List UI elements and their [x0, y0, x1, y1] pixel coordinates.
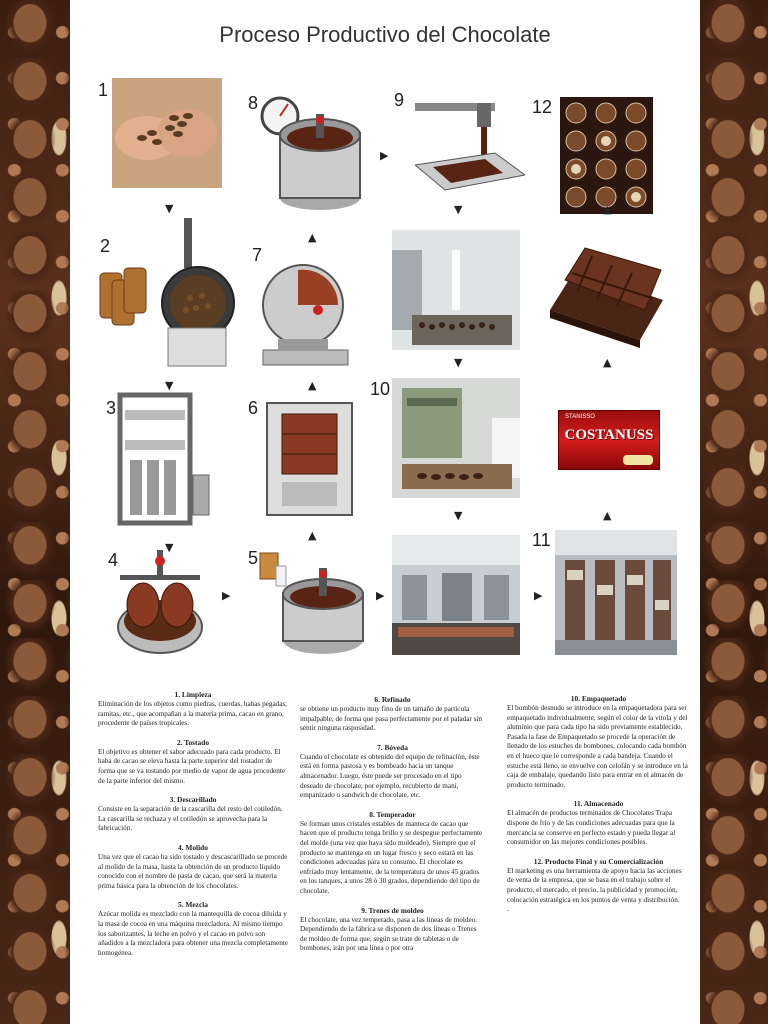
step-number-9: 9: [394, 90, 405, 110]
step-text-4: Una vez que el cacao ha sido tostado y descascarillado se procede al molido de la masa, hasta la obtención de un producto líquido conocido con el nombre de pasta de cacao, que será la materia prima básica para la obtención de los chocolates.: [98, 852, 288, 890]
refiner-machine-image: [262, 398, 357, 523]
arrow-down-9-photo: ▼: [454, 203, 463, 216]
step-title-7: 7. Bóveda: [377, 742, 408, 752]
step-title-8: 8. Temperador: [369, 809, 416, 819]
step-number-6: 6: [248, 398, 259, 418]
chocolate-bar-image: [545, 240, 665, 350]
arrow-up-wrapper-bar: ▲: [603, 356, 612, 369]
step-number-3: 3: [106, 398, 117, 418]
step-title-6: 6. Refinado: [374, 695, 411, 704]
arrow-down-photo-10: ▼: [454, 356, 463, 369]
bonbon-box-image: [560, 97, 653, 214]
arrow-right-8-9: ▶: [380, 149, 389, 162]
arrow-right-photo-11: ▶: [534, 589, 543, 602]
wrapper-nuts-graphic: [623, 455, 653, 465]
wrapper-brand-label: COSTANUSS: [564, 427, 654, 443]
step-number-2: 2: [100, 236, 111, 256]
arrow-up-5-6: ▲: [308, 529, 317, 542]
step-text-6: se obtiene un producto muy fino de un tamaño de partícula impalpable, de forma que pasa perfectamente por el paladar sin sentir ninguna rasposidad.: [300, 705, 483, 733]
step-title-2: 2. Tostado: [176, 737, 210, 747]
arrow-up-7-8: ▲: [308, 231, 317, 244]
arrow-down-1-2: ▼: [165, 202, 174, 215]
arrow-down-3-4: ▼: [165, 541, 174, 554]
step-text-9: El chocolate, una vez temperado, pasa a las líneas de moldeo. Dependiendo de la fábrica se disponen de dos líneas o Trenes de moldeo de forma que, según se trate de tabletas o de bombones, irán por una línea o por otra: [300, 915, 478, 953]
grinding-mill-image: [115, 545, 205, 657]
step-text-12: El marketing es una herramienta de apoyo hacia las acciones de venta de la empresa, que se basa en el trabajo sobre el producto, el mercado, el precio, la publicidad y promoción, colocación estratégica en los puntos de venta y distribución.: [507, 866, 682, 904]
text-column-3: [507, 694, 690, 924]
cacao-beans-hands-image: [112, 78, 222, 188]
arrow-right-4-5: ▶: [222, 589, 231, 602]
step-number-10: 10: [370, 379, 391, 399]
step-text-7: Cuando el chocolate es obtenido del equipo de refinación, éste está en forma pastosa y es bombeado hacia un tanque almacenador. Luego, éste puede ser procesado en el tipo deseado de chocolate, por ejemplo, recubierto de maní, empanizado o sandwich de chocolate, etc.: [300, 752, 480, 800]
step-number-1: 1: [98, 80, 109, 100]
mixer-machine-image: [258, 548, 368, 658]
step-title-11: 11. Almacenado: [573, 799, 624, 809]
text-column-1: [98, 690, 288, 967]
arrow-up-11-wrapper: ▲: [603, 509, 612, 522]
arrow-down-2-3: ▼: [165, 379, 174, 392]
step-number-11: 11: [532, 530, 551, 550]
step-title-10: 10. Empaquetado: [570, 694, 627, 703]
text-column-2: [300, 695, 485, 963]
step-title-3: 3. Descarillado: [169, 795, 217, 805]
step-text-2: El objetivo es obtener el sabor adecuado para cada producto. El haba de cacao se eleva hasta la parte superior del tostador de forma que se va tostando por medio de vapor de agua procedente de la parte inferior del mismo.: [98, 747, 286, 785]
step-text-3: Consiste en la separación de la cascarilla del resto del cotiledón. La cascarilla se rechaza y el cotiledón se aprovecha para la fabricación.: [98, 805, 283, 833]
step-number-7: 7: [252, 245, 263, 265]
page-title: Proceso Productivo del Chocolate: [219, 22, 551, 47]
factory-hall-photo: [392, 535, 520, 655]
arrow-up-6-7: ▲: [308, 379, 317, 392]
step-title-4: 4. Molido: [178, 842, 208, 852]
step-text-11: El almacén de productos terminados de Chocolates Trapa dispone de frío y de las condiciones adecuadas para que la mercancía se conserve en perfecto estado y pueda llegar al consumidor en las mejores condiciones posibles.: [507, 809, 676, 847]
roaster-machine-image: [98, 218, 238, 368]
trailing-mark: .: [507, 905, 509, 914]
costanuss-wrapper-image: [558, 410, 660, 470]
molding-factory-photo: [392, 230, 520, 350]
step-number-12: 12: [532, 97, 553, 117]
step-number-8: 8: [248, 93, 259, 113]
molding-line-image: [415, 95, 525, 200]
temperer-machine-image: [260, 88, 370, 213]
step-text-10: El bombón desnudo se introduce en la empaquetadora para ser empaquetado individualmente, según el color de la vitola y del aluminio que para cada tipo ha sido previamente establecido. Pasada la fase de Empaquetado se procede la operación de llenado de los estuches de bombones, colocando cada bombón en el hueco que le corresponde a cada bandeja. Cuando el estuche está lleno, se envuelve con celofán y se introduce en la caja de embalaje, quedando listo para entrar en el almacén de producto terminado.: [507, 704, 688, 789]
chocolate-border-left: [0, 0, 70, 1024]
step-title-12: 12. Producto Final y su Comercialización: [533, 856, 664, 866]
step-title-1: 1. Limpieza: [174, 690, 212, 699]
step-title-5: 5. Mezcla: [178, 900, 208, 910]
arrow-down-10-photo: ▼: [454, 509, 463, 522]
step-title-9: 9. Trenes de moldeo: [361, 905, 424, 915]
step-text-5: Azúcar molida es mezclado con la mantequilla de cocoa diluida y la masa de cocoa en una máquina mezcladora. Al mismo tiempo los saborizantes, la leche en polvo y el cacao en polvo son añadidos a la mezcladora para obtener una mezcla completamente homogénea.: [98, 910, 288, 957]
step-text-8: Se forman unos cristales estables de manteca de cacao que hacen que el producto tenga brillo y se despegue perfectamente del molde (una vez que haya sido moldeado). Siempre que el producto se mantenga en un lugar fresco y seco estará en las condiciones adecuadas para su consumo. El chocolate es enfriado muy lentamente, de la temperatura de unos 45 grados en los tanques, a unos 28 ó 30 grados, dependiendo del tipo de chocolate.: [300, 819, 483, 895]
chocolate-border-right: [698, 0, 768, 1024]
packaging-photo: [392, 378, 520, 498]
step-number-4: 4: [108, 550, 119, 570]
step-text-1: Eliminación de los objetos como piedras, cuerdas, habas pegadas, ramitas, etc., que acompañan a la materia prima, cacao en grano, procedente de países tropicales.: [98, 700, 288, 728]
arrow-up-bar-12: ▲: [603, 203, 612, 216]
vault-machine-image: [258, 255, 353, 370]
diagram-panel: [70, 0, 700, 1024]
wrapper-top-text: STANISSO: [565, 414, 595, 420]
step-number-5: 5: [248, 548, 259, 568]
warehouse-photo: [555, 530, 677, 655]
arrow-right-5-11photo: ▶: [376, 589, 385, 602]
husking-machine-image: [115, 390, 215, 530]
